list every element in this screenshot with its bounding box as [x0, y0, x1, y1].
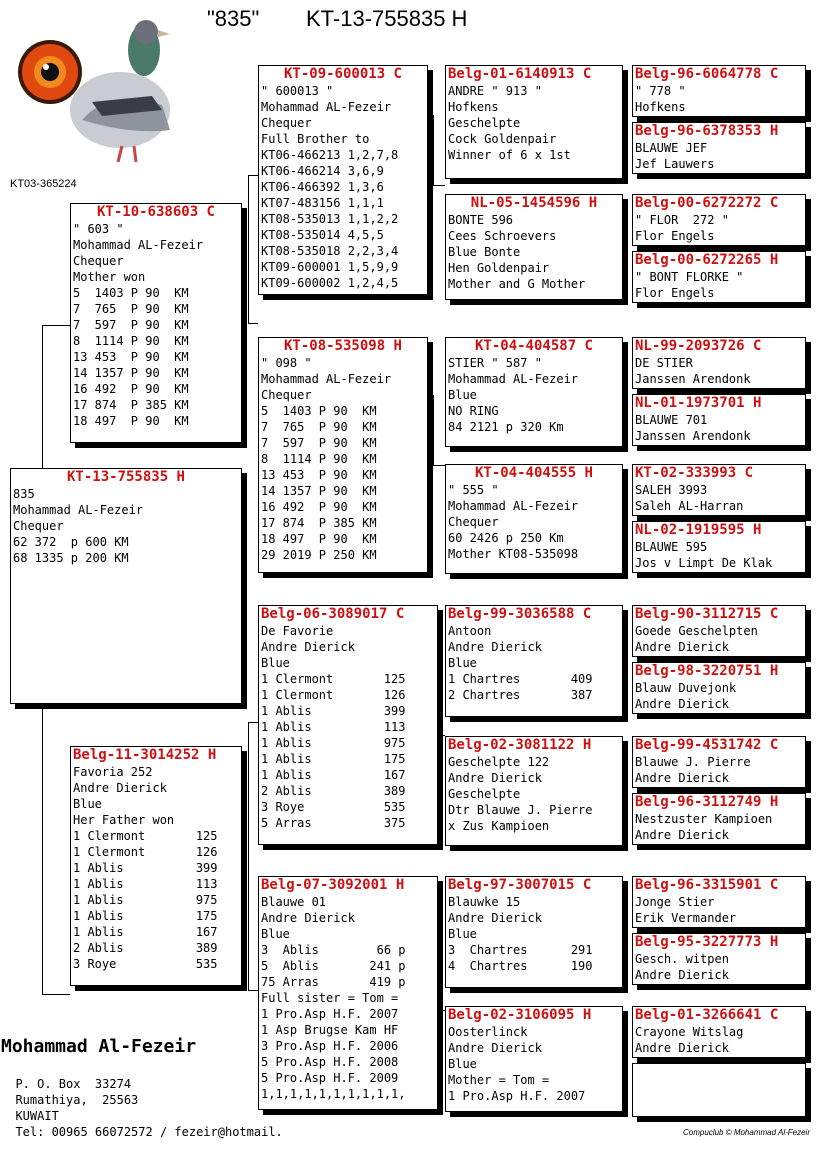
pedigree-line: 5 Ablis 241 p: [261, 959, 406, 973]
pedigree-line: 1 Clermont 125: [261, 672, 406, 686]
pedigree-line: Andre Dierick: [261, 640, 355, 654]
pedigree-line: 14 1357 P 90 KM: [261, 484, 377, 498]
pedigree-line: Mohammad AL-Fezeir: [73, 238, 204, 252]
ring-number: KT-02-333993 C: [635, 465, 754, 481]
pedigree-line: 5 Pro.Asp H.F. 2009: [261, 1071, 399, 1085]
pedigree-line: 1 Clermont 126: [261, 688, 406, 702]
ring-number: Belg-07-3092001 H: [261, 877, 405, 893]
granddam-maternal-box: [258, 876, 438, 1110]
pedigree-line: Mohammad AL-Fezeir: [261, 372, 392, 386]
pedigree-line: Dtr Blauwe J. Pierre: [448, 803, 593, 817]
gggparent-box: [632, 876, 806, 928]
pedigree-line: Hofkens: [635, 100, 686, 114]
pedigree-line: Chequer: [13, 519, 64, 533]
connector: [248, 722, 249, 990]
pedigree-line: 5 Pro.Asp H.F. 2008: [261, 1055, 399, 1069]
sire-box: [70, 203, 242, 443]
ring-number: KT-04-404555 H: [474, 465, 593, 481]
pedigree-line: 5 1403 P 90 KM: [73, 286, 189, 300]
ring-number: Belg-01-3266641 C: [635, 1007, 779, 1023]
pedigree-line: 17 874 P 385 KM: [73, 398, 189, 412]
ring-number: Belg-02-3106095 H: [448, 1007, 592, 1023]
gggparent-box: [632, 337, 806, 389]
pedigree-line: Mother won: [73, 270, 146, 284]
pedigree-line: Andre Dierick: [635, 697, 729, 711]
ring-number: KT-08-535098 H: [283, 338, 402, 354]
pedigree-line: " BONT FLORKE ": [635, 270, 744, 284]
ring-number: Belg-96-6378353 H: [635, 123, 779, 139]
connector: [248, 175, 258, 176]
pedigree-line: Chequer: [261, 388, 312, 402]
granddam-paternal-box: [258, 337, 428, 573]
pedigree-line: KT09-600002 1,2,4,5: [261, 276, 399, 290]
pedigree-line: 16 492 P 90 KM: [73, 382, 189, 396]
connector: [433, 465, 445, 466]
pedigree-line: STIER " 587 ": [448, 356, 542, 370]
connector: [248, 722, 258, 723]
pedigree-line: 5 1403 P 90 KM: [261, 404, 377, 418]
pedigree-line: 17 874 P 385 KM: [261, 516, 377, 530]
ggparent-box: [445, 337, 623, 447]
pedigree-line: 2 Ablis 389: [73, 941, 218, 955]
footer-credit: Compuclub © Mohammad Al-Fezeir: [683, 1128, 810, 1137]
pedigree-line: Jonge Stier: [635, 895, 715, 909]
pedigree-line: Chequer: [73, 254, 124, 268]
gggparent-box: [632, 251, 806, 303]
pedigree-line: Oosterlinck: [448, 1025, 528, 1039]
ring-number: Belg-97-3007015 C: [448, 877, 592, 893]
pedigree-line: 1 Ablis 167: [261, 768, 406, 782]
pedigree-line: Blue: [448, 656, 477, 670]
pedigree-line: Andre Dierick: [635, 1041, 729, 1055]
pedigree-line: 13 453 P 90 KM: [73, 350, 189, 364]
pedigree-line: 1 Ablis 175: [261, 752, 406, 766]
pedigree-line: 4 Chartres 190: [448, 959, 593, 973]
pedigree-line: KT06-466392 1,3,6: [261, 180, 384, 194]
ring-number: NL-05-1454596 H: [470, 195, 598, 211]
pedigree-line: 84 2121 p 320 Km: [448, 420, 564, 434]
pedigree-line: Erik Vermander: [635, 911, 737, 925]
pedigree-line: Andre Dierick: [73, 781, 167, 795]
pedigree-line: 7 597 P 90 KM: [261, 436, 377, 450]
pedigree-line: 7 597 P 90 KM: [73, 318, 189, 332]
ggparent-box: [445, 1006, 623, 1112]
pedigree-line: Chequer: [261, 116, 312, 130]
pedigree-line: Saleh AL-Harran: [635, 499, 744, 513]
pigeon-ring-title: KT-13-755835 H: [306, 6, 468, 31]
pedigree-line: 3 Roye 535: [73, 957, 218, 971]
pedigree-line: Andre Dierick: [448, 771, 542, 785]
pedigree-line: 1 Asp Brugse Kam HF: [261, 1023, 399, 1037]
pedigree-line: 1 Pro.Asp H.F. 2007: [261, 1007, 399, 1021]
pedigree-line: 18 497 P 90 KM: [73, 414, 189, 428]
pedigree-line: Andre Dierick: [635, 771, 729, 785]
dam-box: [70, 746, 242, 986]
pedigree-line: Hen Goldenpair: [448, 261, 550, 275]
pedigree-line: Favoria 252: [73, 765, 153, 779]
pedigree-line: 1,1,1,1,1,1,1,1,1,1,: [261, 1087, 406, 1101]
ring-number: Belg-96-3112749 H: [635, 794, 779, 810]
owner-address-line: KUWAIT: [15, 1109, 59, 1123]
pedigree-line: Crayone Witslag: [635, 1025, 744, 1039]
pedigree-line: Antoon: [448, 624, 492, 638]
pedigree-line: KT08-535013 1,1,2,2: [261, 212, 399, 226]
pedigree-line: Mother = Tom =: [448, 1073, 550, 1087]
pedigree-line: BLAUWE 595: [635, 540, 708, 554]
pedigree-line: 1 Chartres 409: [448, 672, 593, 686]
pedigree-line: 68 1335 p 200 KM: [13, 551, 129, 565]
pedigree-line: 2 Ablis 389: [261, 784, 406, 798]
pedigree-line: Janssen Arendonk: [635, 429, 751, 443]
pedigree-line: Mohammad AL-Fezeir: [448, 499, 579, 513]
ring-number: Belg-00-6272272 C: [635, 195, 779, 211]
pedigree-line: KT09-600001 1,5,9,9: [261, 260, 399, 274]
ring-number: NL-02-1919595 H: [635, 522, 762, 538]
pedigree-line: Mohammad AL-Fezeir: [448, 372, 579, 386]
pedigree-line: 1 Ablis 175: [73, 909, 218, 923]
pedigree-line: 16 492 P 90 KM: [261, 500, 377, 514]
ring-number: Belg-02-3081122 H: [448, 737, 592, 753]
pedigree-line: Cock Goldenpair: [448, 132, 557, 146]
pedigree-line: Andre Dierick: [448, 911, 542, 925]
pedigree-line: " FLOR 272 ": [635, 213, 729, 227]
connector: [42, 325, 70, 326]
pedigree-line: Nestzuster Kampioen: [635, 812, 773, 826]
pedigree-line: KT08-535018 2,2,3,4: [261, 244, 399, 258]
pedigree-line: KT06-466214 3,6,9: [261, 164, 384, 178]
pedigree-line: 13 453 P 90 KM: [261, 468, 377, 482]
pedigree-line: 835: [13, 487, 35, 501]
pedigree-line: Janssen Arendonk: [635, 372, 751, 386]
pedigree-line: 2 Chartres 387: [448, 688, 593, 702]
ring-number: Belg-11-3014252 H: [73, 747, 217, 763]
connector: [433, 115, 434, 185]
ring-number: Belg-99-3036588 C: [448, 606, 592, 622]
gggparent-box: [632, 1006, 806, 1058]
ggparent-box: [445, 65, 623, 179]
pedigree-line: Mother and G Mother: [448, 277, 586, 291]
pedigree-line: " 603 ": [73, 222, 124, 236]
pedigree-line: Gesch. witpen: [635, 952, 729, 966]
ring-number: NL-01-1973701 H: [635, 395, 762, 411]
ring-number: Belg-95-3227773 H: [635, 934, 779, 950]
gggparent-box: [632, 605, 806, 657]
pedigree-line: 3 Roye 535: [261, 800, 406, 814]
pedigree-line: KT08-535014 4,5,5: [261, 228, 384, 242]
ring-number: NL-99-2093726 C: [635, 338, 762, 354]
pedigree-line: Blauwke 15: [448, 895, 521, 909]
connector: [248, 175, 249, 323]
pedigree-line: Geschelpte 122: [448, 755, 550, 769]
pedigree-line: 3 Ablis 66 p: [261, 943, 406, 957]
owner-address-line: P. O. Box 33274: [15, 1077, 132, 1091]
pedigree-line: " 600013 ": [261, 84, 334, 98]
pedigree-line: 1 Ablis 975: [261, 736, 406, 750]
pedigree-line: 1 Ablis 975: [73, 893, 218, 907]
pedigree-line: 8 1114 P 90 KM: [73, 334, 189, 348]
pedigree-line: Full sister = Tom =: [261, 991, 399, 1005]
owner-contact-line: Tel: 00965 66072572 / fezeir@hotmail.: [15, 1125, 283, 1139]
ring-number: Belg-90-3112715 C: [635, 606, 779, 622]
pedigree-line: BLAUWE 701: [635, 413, 708, 427]
pedigree-line: Blue: [73, 797, 102, 811]
ring-number: KT-09-600013 C: [283, 66, 402, 82]
connector: [42, 994, 70, 995]
pedigree-line: Andre Dierick: [635, 968, 729, 982]
pedigree-line: Cees Schroevers: [448, 229, 557, 243]
pedigree-line: 7 765 P 90 KM: [261, 420, 377, 434]
pedigree-line: 1 Ablis 113: [261, 720, 406, 734]
pedigree-line: 1 Ablis 399: [261, 704, 406, 718]
pedigree-line: Flor Engels: [635, 286, 715, 300]
pedigree-line: Andre Dierick: [448, 1041, 542, 1055]
owner-name: Mohammad Al-Fezeir: [1, 1036, 197, 1057]
pedigree-line: Andre Dierick: [635, 640, 729, 654]
pedigree-line: Andre Dierick: [635, 828, 729, 842]
pedigree-line: Goede Geschelpten: [635, 624, 758, 638]
ring-number: Belg-01-6140913 C: [448, 66, 592, 82]
pedigree-line: Blue: [448, 1057, 477, 1071]
pedigree-line: Blue Bonte: [448, 245, 521, 259]
pedigree-line: 1 Ablis 113: [73, 877, 218, 891]
pedigree-line: 29 2019 P 250 KM: [261, 548, 377, 562]
pedigree-line: Full Brother to: [261, 132, 370, 146]
ring-number: Belg-99-4531742 C: [635, 737, 779, 753]
gggparent-box: [632, 464, 806, 516]
ggparent-box: [445, 876, 623, 988]
gggparent-box: [632, 736, 806, 788]
pedigree-line: 3 Chartres 291: [448, 943, 593, 957]
gggparent-box: [632, 122, 806, 174]
ring-number: Belg-98-3220751 H: [635, 663, 779, 679]
pedigree-line: Jef Lauwers: [635, 157, 715, 171]
pedigree-line: 75 Arras 419 p: [261, 975, 406, 989]
pigeon-name-title: "835": [207, 6, 260, 31]
pedigree-line: Blue: [448, 388, 477, 402]
pedigree-line: 1 Ablis 167: [73, 925, 218, 939]
connector: [248, 990, 258, 991]
ring-number: Belg-00-6272265 H: [635, 252, 779, 268]
pedigree-line: Her Father won: [73, 813, 175, 827]
pedigree-line: SALEH 3993: [635, 483, 708, 497]
connector: [248, 323, 258, 324]
ring-number: KT-10-638603 C: [96, 204, 215, 220]
gggparent-box: [632, 521, 806, 573]
gggparent-box: [632, 394, 806, 446]
pedigree-line: 1 Clermont 125: [73, 829, 218, 843]
pedigree-line: 7 765 P 90 KM: [73, 302, 189, 316]
pedigree-line: 62 372 p 600 KM: [13, 535, 129, 549]
ggparent-box: [445, 464, 623, 574]
pedigree-line: 14 1357 P 90 KM: [73, 366, 189, 380]
pedigree-line: DE STIER: [635, 356, 693, 370]
ring-number: KT-13-755835 H: [66, 469, 185, 485]
pedigree-line: De Favorie: [261, 624, 334, 638]
connector: [42, 704, 43, 994]
pedigree-line: " 778 ": [635, 84, 686, 98]
pedigree-line: x Zus Kampioen: [448, 819, 550, 833]
pedigree-line: BLAUWE JEF: [635, 141, 708, 155]
pedigree-line: " 098 ": [261, 356, 312, 370]
pedigree-line: 60 2426 p 250 Km: [448, 531, 564, 545]
gggparent-box: [632, 933, 806, 985]
pedigree-line: Flor Engels: [635, 229, 715, 243]
pedigree-line: Blue: [261, 927, 290, 941]
gggparent-box: [632, 793, 806, 845]
gggparent-box: [632, 662, 806, 714]
pedigree-line: Mohammad AL-Fezeir: [13, 503, 144, 517]
pedigree-line: ANDRE " 913 ": [448, 84, 542, 98]
pedigree-line: 8 1114 P 90 KM: [261, 452, 377, 466]
pedigree-line: Geschelpte: [448, 787, 521, 801]
pedigree-line: 1 Clermont 126: [73, 845, 218, 859]
pedigree-line: " 555 ": [448, 483, 499, 497]
pedigree-line: Hofkens: [448, 100, 499, 114]
pedigree-line: Mother KT08-535098: [448, 547, 579, 561]
ggparent-box: [445, 194, 623, 300]
ggparent-box: [445, 736, 623, 846]
pedigree-line: BONTE 596: [448, 213, 514, 227]
pedigree-line: Blauwe 01: [261, 895, 327, 909]
connector: [433, 185, 445, 186]
owner-address-line: Rumathiya, 25563: [15, 1093, 139, 1107]
pedigree-line: Jos v Limpt De Klak: [635, 556, 773, 570]
ggparent-box: [445, 605, 623, 717]
pedigree-line: KT06-466213 1,2,7,8: [261, 148, 399, 162]
pedigree-line: NO RING: [448, 404, 499, 418]
pedigree-line: 18 497 P 90 KM: [261, 532, 377, 546]
pedigree-line: Andre Dierick: [261, 911, 355, 925]
grandsire-paternal-box: [258, 65, 428, 295]
pedigree-line: Blue: [261, 656, 290, 670]
pedigree-line: Winner of 6 x 1st: [448, 148, 571, 162]
pedigree-line: KT07-483156 1,1,1: [261, 196, 384, 210]
ring-number: Belg-96-3315901 C: [635, 877, 779, 893]
pigeon-photo-icon: [12, 10, 172, 168]
pedigree-line: Blauw Duvejonk: [635, 681, 737, 695]
owner-contact: [1, 1060, 283, 1140]
pedigree-line: Andre Dierick: [448, 640, 542, 654]
pedigree-line: 1 Ablis 399: [73, 861, 218, 875]
ring-number: Belg-06-3089017 C: [261, 606, 405, 622]
ring-number: Belg-96-6064778 C: [635, 66, 779, 82]
pedigree-line: Blue: [448, 927, 477, 941]
subject-box: [10, 468, 242, 704]
photo-caption: KT03-365224: [10, 178, 77, 190]
pedigree-line: Geschelpte: [448, 116, 521, 130]
ring-number: KT-04-404587 C: [474, 338, 593, 354]
gggparent-box: [632, 194, 806, 246]
gggparent-box: [632, 1063, 806, 1117]
grandsire-maternal-box: [258, 605, 438, 845]
gggparent-box: [632, 65, 806, 117]
connector: [433, 395, 434, 465]
pedigree-line: 5 Arras 375: [261, 816, 406, 830]
pedigree-line: 3 Pro.Asp H.F. 2006: [261, 1039, 399, 1053]
pedigree-line: 1 Pro.Asp H.F. 2007: [448, 1089, 586, 1103]
connector: [42, 325, 43, 468]
pedigree-line: Chequer: [448, 515, 499, 529]
pedigree-line: Mohammad AL-Fezeir: [261, 100, 392, 114]
pedigree-line: Blauwe J. Pierre: [635, 755, 751, 769]
